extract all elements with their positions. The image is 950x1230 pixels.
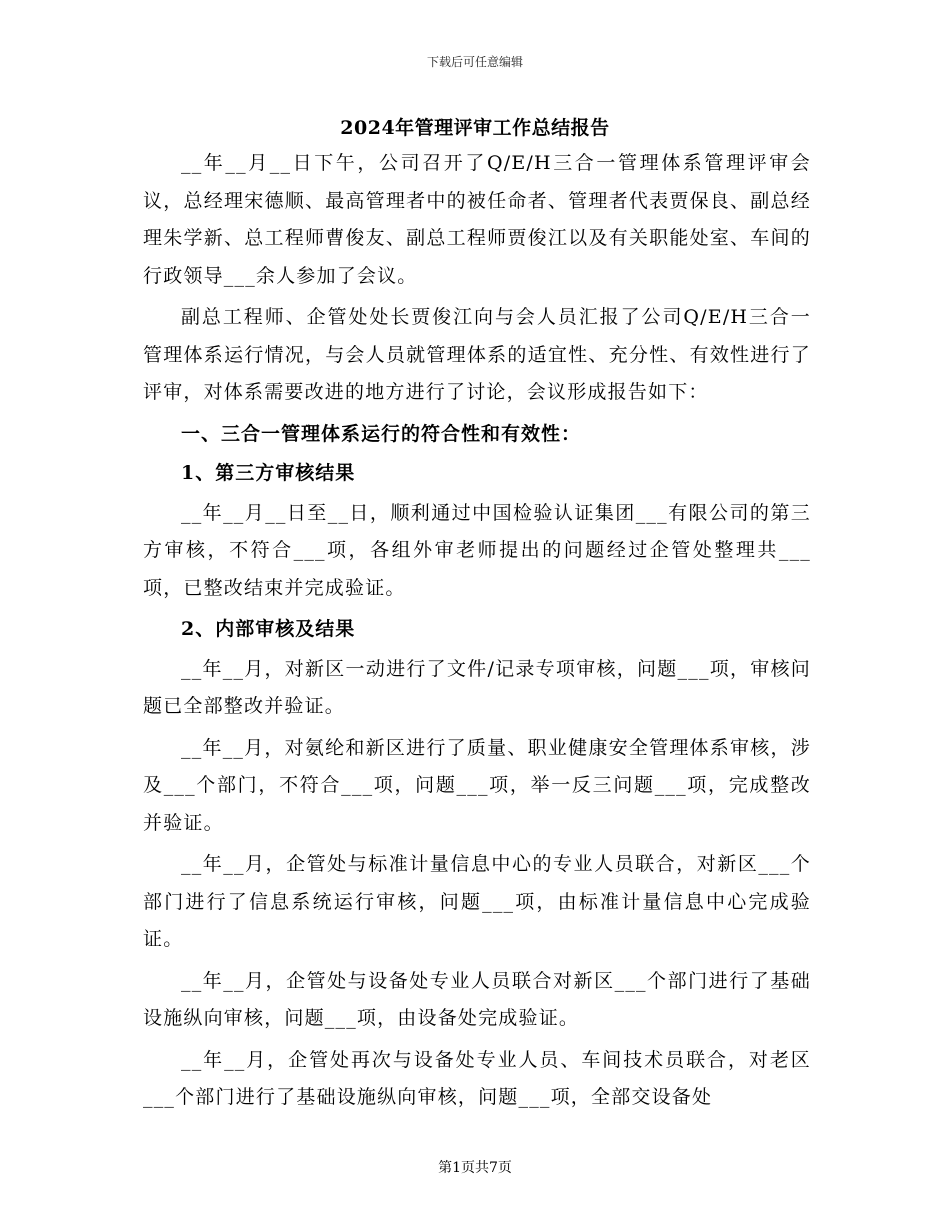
paragraph: __年__月，对新区一动进行了文件/记录专项审核，问题___项，审核问题已全部整改并验证。 xyxy=(143,657,811,717)
document-title: 2024年管理评审工作总结报告 xyxy=(340,117,610,139)
paragraph: 副总工程师、企管处处长贾俊江向与会人员汇报了公司Q/E/H三合一管理体系运行情况，与会人员就管理体系的适宜性、充分性、有效性进行了评审，对体系需要改进的地方进行了讨论，会议形成报告如下： xyxy=(143,306,811,403)
header-note: 下载后可任意编辑 xyxy=(426,55,523,69)
paragraph: __年__月，企管处与标准计量信息中心的专业人员联合，对新区___个部门进行了信息系统运行审核，问题___项，由标准计量信息中心完成验证。 xyxy=(143,853,811,950)
section-heading: 一、三合一管理体系运行的符合性和有效性： xyxy=(181,422,582,445)
paragraph: __年__月，对氨纶和新区进行了质量、职业健康安全管理体系审核，涉及___个部门，不符合___项，问题___项，举一反三问题___项，完成整改并验证。 xyxy=(143,736,811,834)
subsection-heading: 2、内部审核及结果 xyxy=(181,618,356,640)
paragraph: __年__月，企管处再次与设备处专业人员、车间技术员联合，对老区___个部门进行了基础设施纵向审核，问题___项，全部交设备处 xyxy=(143,1048,811,1108)
subsection-heading: 1、第三方审核结果 xyxy=(181,462,356,484)
page-number: 第1页共7页 xyxy=(438,1160,512,1176)
paragraph: __年__月__日下午，公司召开了Q/E/H三合一管理体系管理评审会议，总经理宋德顺、最高管理者中的被任命者、管理者代表贾保良、副总经理朱学新、总工程师曹俊友、副总工程师贾俊江以及有关职能处室、车间的行政领导___余人参加了会议。 xyxy=(143,152,811,287)
paragraph: __年__月__日至__日，顺利通过中国检验认证集团___有限公司的第三方审核，不符合___项，各组外审老师提出的问题经过企管处整理共___项，已整改结束并完成验证。 xyxy=(143,501,811,599)
document-body xyxy=(143,145,811,1121)
paragraph: __年__月，企管处与设备处专业人员联合对新区___个部门进行了基础设施纵向审核，问题___项，由设备处完成验证。 xyxy=(143,969,811,1029)
